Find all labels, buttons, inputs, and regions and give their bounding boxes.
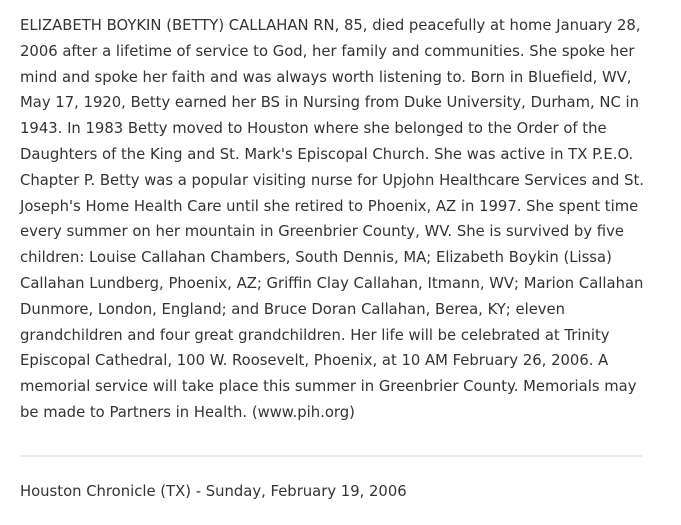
publication-source: Houston Chronicle (TX) - Sunday, February 19, 2006	[20, 483, 407, 500]
obituary-text: ELIZABETH BOYKIN (BETTY) CALLAHAN RN, 85, died peacefully at home January 28, 2006 after a lifetime of service to God, her family and communities. She spoke her mind and spoke her faith and was always worth listening to. Born in Bluefield, WV, May 17, 1920, Betty earned her BS in Nursing from Duke University, Durham, NC in 1943. In 1983 Betty moved to Houston where she belonged to the Order of the Daughters of the King and St. Mark's Episcopal Church. She was active in TX P.E.O. Chapter P. Betty was a popular visiting nurse for Upjohn Healthcare Services and St. Joseph's Home Health Care until she retired to Phoenix, AZ in 1997. She spent time every summer on her mountain in Greenbrier County, WV. She is survived by five children: Louise Callahan Chambers, South Dennis, MA; Elizabeth Boykin (Lissa) Callahan Lundberg, Phoenix, AZ; Griffin Clay Callahan, Itmann, WV; Marion Callahan Dunmore, London, England; and Bruce Doran Callahan, Berea, KY; eleven grandchildren and four great grandchildren. Her life will be celebrated at Trinity Episcopal Cathedral, 100 W. Roosevelt, Phoenix, at 10 AM February 26, 2006. A memorial service will take place this summer in Greenbrier County. Memorials may be made to Partners in Health. (www.pih.org)	[20, 17, 644, 421]
divider	[20, 455, 642, 457]
